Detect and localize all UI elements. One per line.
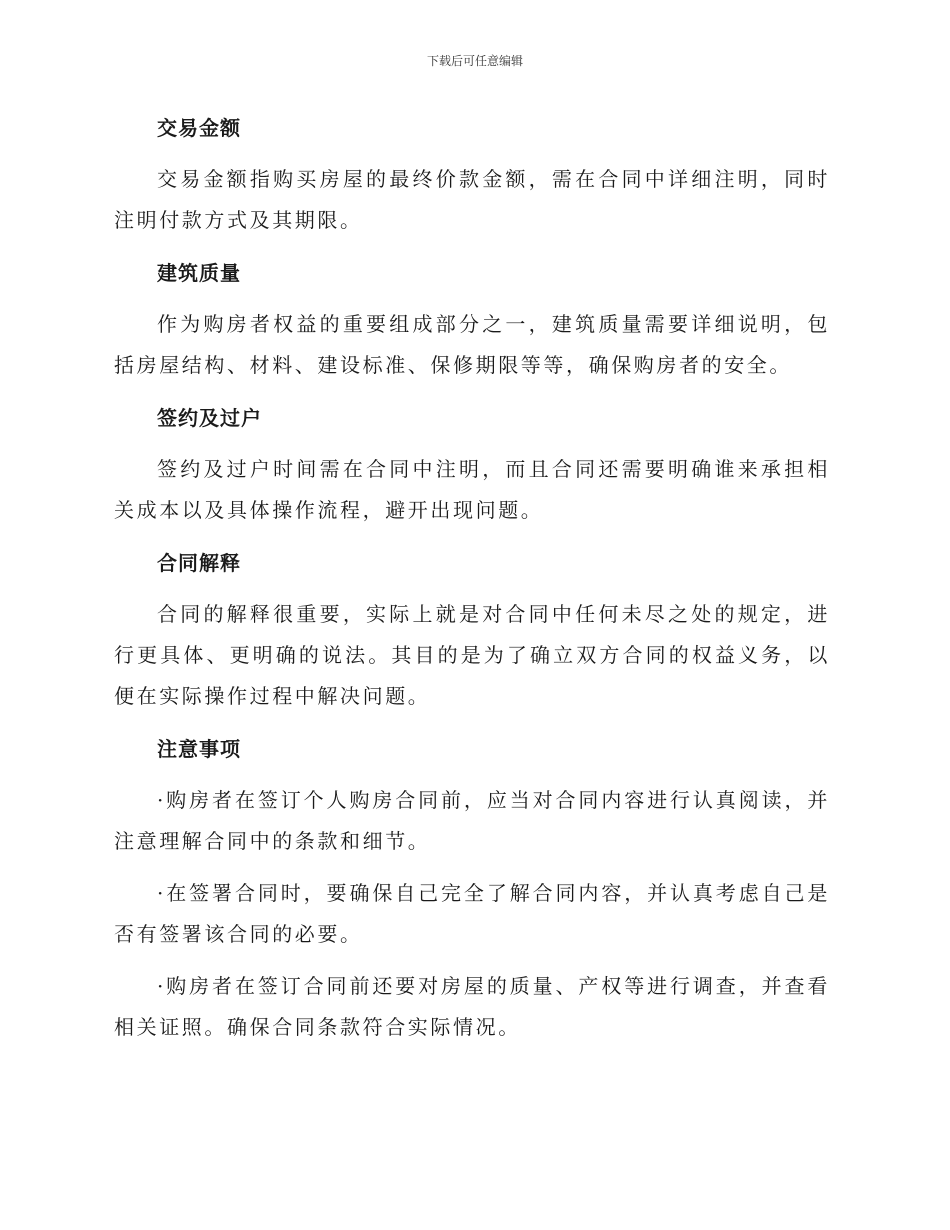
paragraph-contract-interpretation: 合同的解释很重要，实际上就是对合同中任何未尽之处的规定，进行更具体、更明确的说法。其目的是为了确立双方合同的权益义务，以便在实际操作过程中解决问题。: [114, 602, 830, 708]
header-note: 下载后可任意编辑: [426, 54, 523, 68]
paragraph-signing-transfer: 签约及过户时间需在合同中注明，而且合同还需要明确谁来承担相关成本以及具体操作流程，避开出现问题。: [114, 457, 830, 522]
paragraph-transaction-amount: 交易金额指购买房屋的最终价款金额，需在合同中详细注明，同时注明付款方式及其期限。: [114, 167, 830, 232]
section-title-building-quality: 建筑质量: [157, 261, 241, 285]
bullet-item-investigate-property: ·购房者在签订合同前还要对房屋的质量、产权等进行调查，并查看相关证照。确保合同条款符合实际情况。: [114, 974, 830, 1039]
section-title-contract-interpretation: 合同解释: [157, 551, 241, 575]
section-title-transaction-amount: 交易金额: [157, 116, 241, 140]
bullet-item-read-contract: ·购房者在签订个人购房合同前，应当对合同内容进行认真阅读，并注意理解合同中的条款和细节。: [114, 788, 830, 853]
section-title-signing-transfer: 签约及过户: [157, 406, 262, 430]
bullet-item-understand-contract: ·在签署合同时，要确保自己完全了解合同内容，并认真考虑自己是否有签署该合同的必要。: [114, 881, 830, 946]
section-title-notes: 注意事项: [157, 737, 241, 761]
paragraph-building-quality: 作为购房者权益的重要组成部分之一，建筑质量需要详细说明，包括房屋结构、材料、建设标准、保修期限等等，确保购房者的安全。: [114, 312, 830, 377]
document-body: [114, 108, 830, 1048]
